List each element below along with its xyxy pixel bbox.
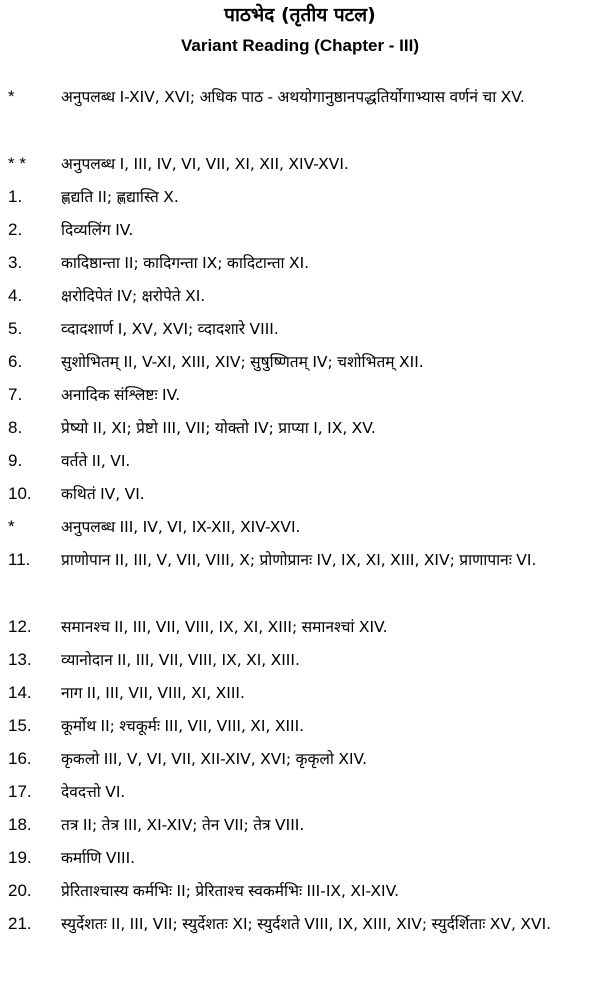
entry-marker: * * <box>8 154 26 173</box>
list-item <box>0 876 600 909</box>
entry-text: प्रेरिताश्चास्य कर्मभिः II; प्रेरिताश्च स्वकर्मभिः III-IX, XI-XIV. <box>61 882 400 900</box>
entry-marker: 18. <box>8 815 32 834</box>
entry-marker: 6. <box>8 352 23 371</box>
list-item <box>0 810 600 843</box>
entry-text: क्षरोदिपेतं IV; क्षरोपेते XI. <box>61 287 206 305</box>
list-item <box>0 678 600 711</box>
entry-text: अनुपलब्ध III, IV, VI, IX-XII, XIV-XVI. <box>61 518 301 536</box>
entry-text: दिव्यलिंग IV. <box>61 221 134 239</box>
list-item <box>0 909 600 976</box>
list-item <box>0 479 600 512</box>
entry-text: ह्णद्यति II; ह्णद्यास्ति X. <box>61 188 179 206</box>
list-item <box>0 248 600 281</box>
entry-text: तत्र II; तेत्र III, XI-XIV; तेन VII; तेत्र VIII. <box>61 816 305 834</box>
list-item <box>0 612 600 645</box>
entry-text: कूर्मोथ II; श्चकूर्मः III, VII, VIII, XI, XIII. <box>61 717 305 735</box>
list-item <box>0 215 600 248</box>
entry-text: समानश्च II, III, VII, VIII, IX, XI, XIII; समानश्चां XIV. <box>61 618 388 636</box>
entry-marker: 20. <box>8 881 32 900</box>
list-item <box>0 347 600 380</box>
entry-text: कर्माणि VIII. <box>61 849 136 867</box>
chapter-title-devanagari: पाठभेद (तृतीय पटल) <box>224 4 376 26</box>
list-item <box>0 645 600 678</box>
entry-marker: 15. <box>8 716 32 735</box>
entry-marker: 21. <box>8 914 32 933</box>
entry-marker: 2. <box>8 220 23 239</box>
chapter-title-english: Variant Reading (Chapter - III) <box>180 36 420 55</box>
entry-marker: 13. <box>8 650 32 669</box>
entry-text: कादिष्ठान्ता II; कादिगन्ता IX; कादिटान्ता XI. <box>61 254 310 272</box>
list-item <box>0 744 600 777</box>
entry-text: अनुपलब्ध I-XIV, XVI; अधिक पाठ - अथयोगानुष्ठानपद्धतिर्योगाभ्यास वर्णनं चा XV. <box>61 88 525 106</box>
entry-text: कृकलो III, V, VI, VII, XII-XIV, XVI; कृकृलो XIV. <box>61 750 368 768</box>
list-item <box>0 711 600 744</box>
entry-marker: 8. <box>8 418 23 437</box>
list-item <box>0 777 600 810</box>
list-item <box>0 281 600 314</box>
entry-marker: 1. <box>8 187 23 206</box>
entry-marker: 11. <box>8 550 31 569</box>
list-item <box>0 149 600 182</box>
entry-text: प्रेष्यो II, XI; प्रेष्टो III, VII; योक्तो IV; प्राप्या I, IX, XV. <box>61 419 376 437</box>
entry-text: कथितं IV, VI. <box>61 485 145 503</box>
list-item <box>0 413 600 446</box>
entry-text: सुशोभितम् II, V-XI, XIII, XIV; सुषुष्णितम् IV; चशोभितम् XII. <box>61 353 424 371</box>
list-item <box>0 182 600 215</box>
variant-reading-list <box>0 82 600 976</box>
entry-text: नाग II, III, VII, VIII, XI, XIII. <box>61 684 245 702</box>
list-item <box>0 843 600 876</box>
list-item <box>0 545 600 612</box>
entry-marker: 4. <box>8 286 23 305</box>
entry-marker: 10. <box>8 484 32 503</box>
entry-marker: * <box>8 517 15 536</box>
entry-marker: 7. <box>8 385 23 404</box>
entry-text: अनुपलब्ध I, III, IV, VI, VII, XI, XII, XIV-XVI. <box>61 155 349 173</box>
list-item <box>0 314 600 347</box>
entry-marker: 14. <box>8 683 32 702</box>
entry-marker: 16. <box>8 749 32 768</box>
entry-marker: 17. <box>8 782 32 801</box>
entry-text: प्राणोपान II, III, V, VII, VIII, X; प्रोणोप्रानः IV, IX, XI, XIII, XIV; प्राणापानः VI. <box>61 551 537 569</box>
list-item <box>0 82 600 149</box>
entry-marker: 5. <box>8 319 23 338</box>
list-item <box>0 380 600 413</box>
entry-text: अनादिक संश्लिष्टः IV. <box>61 386 181 404</box>
entry-text: वर्तते II, VI. <box>61 452 131 470</box>
entry-text: देवदत्तो VI. <box>61 783 126 801</box>
list-item <box>0 446 600 479</box>
entry-text: स्युर्देशतः II, III, VII; स्युर्देशतः XI; स्युर्दशते VIII, IX, XIII, XIV; स्युर्दर्शिताः XV, XVI. <box>61 915 552 933</box>
entry-text: व्यानोदान II, III, VII, VIII, IX, XI, XIII. <box>61 651 300 669</box>
entry-marker: * <box>8 87 15 106</box>
entry-marker: 3. <box>8 253 23 272</box>
entry-marker: 19. <box>8 848 32 867</box>
entry-marker: 9. <box>8 451 23 470</box>
list-item <box>0 512 600 545</box>
entry-marker: 12. <box>8 617 32 636</box>
entry-text: व्दादशार्ण I, XV, XVI; व्दादशारे VIII. <box>61 320 279 338</box>
